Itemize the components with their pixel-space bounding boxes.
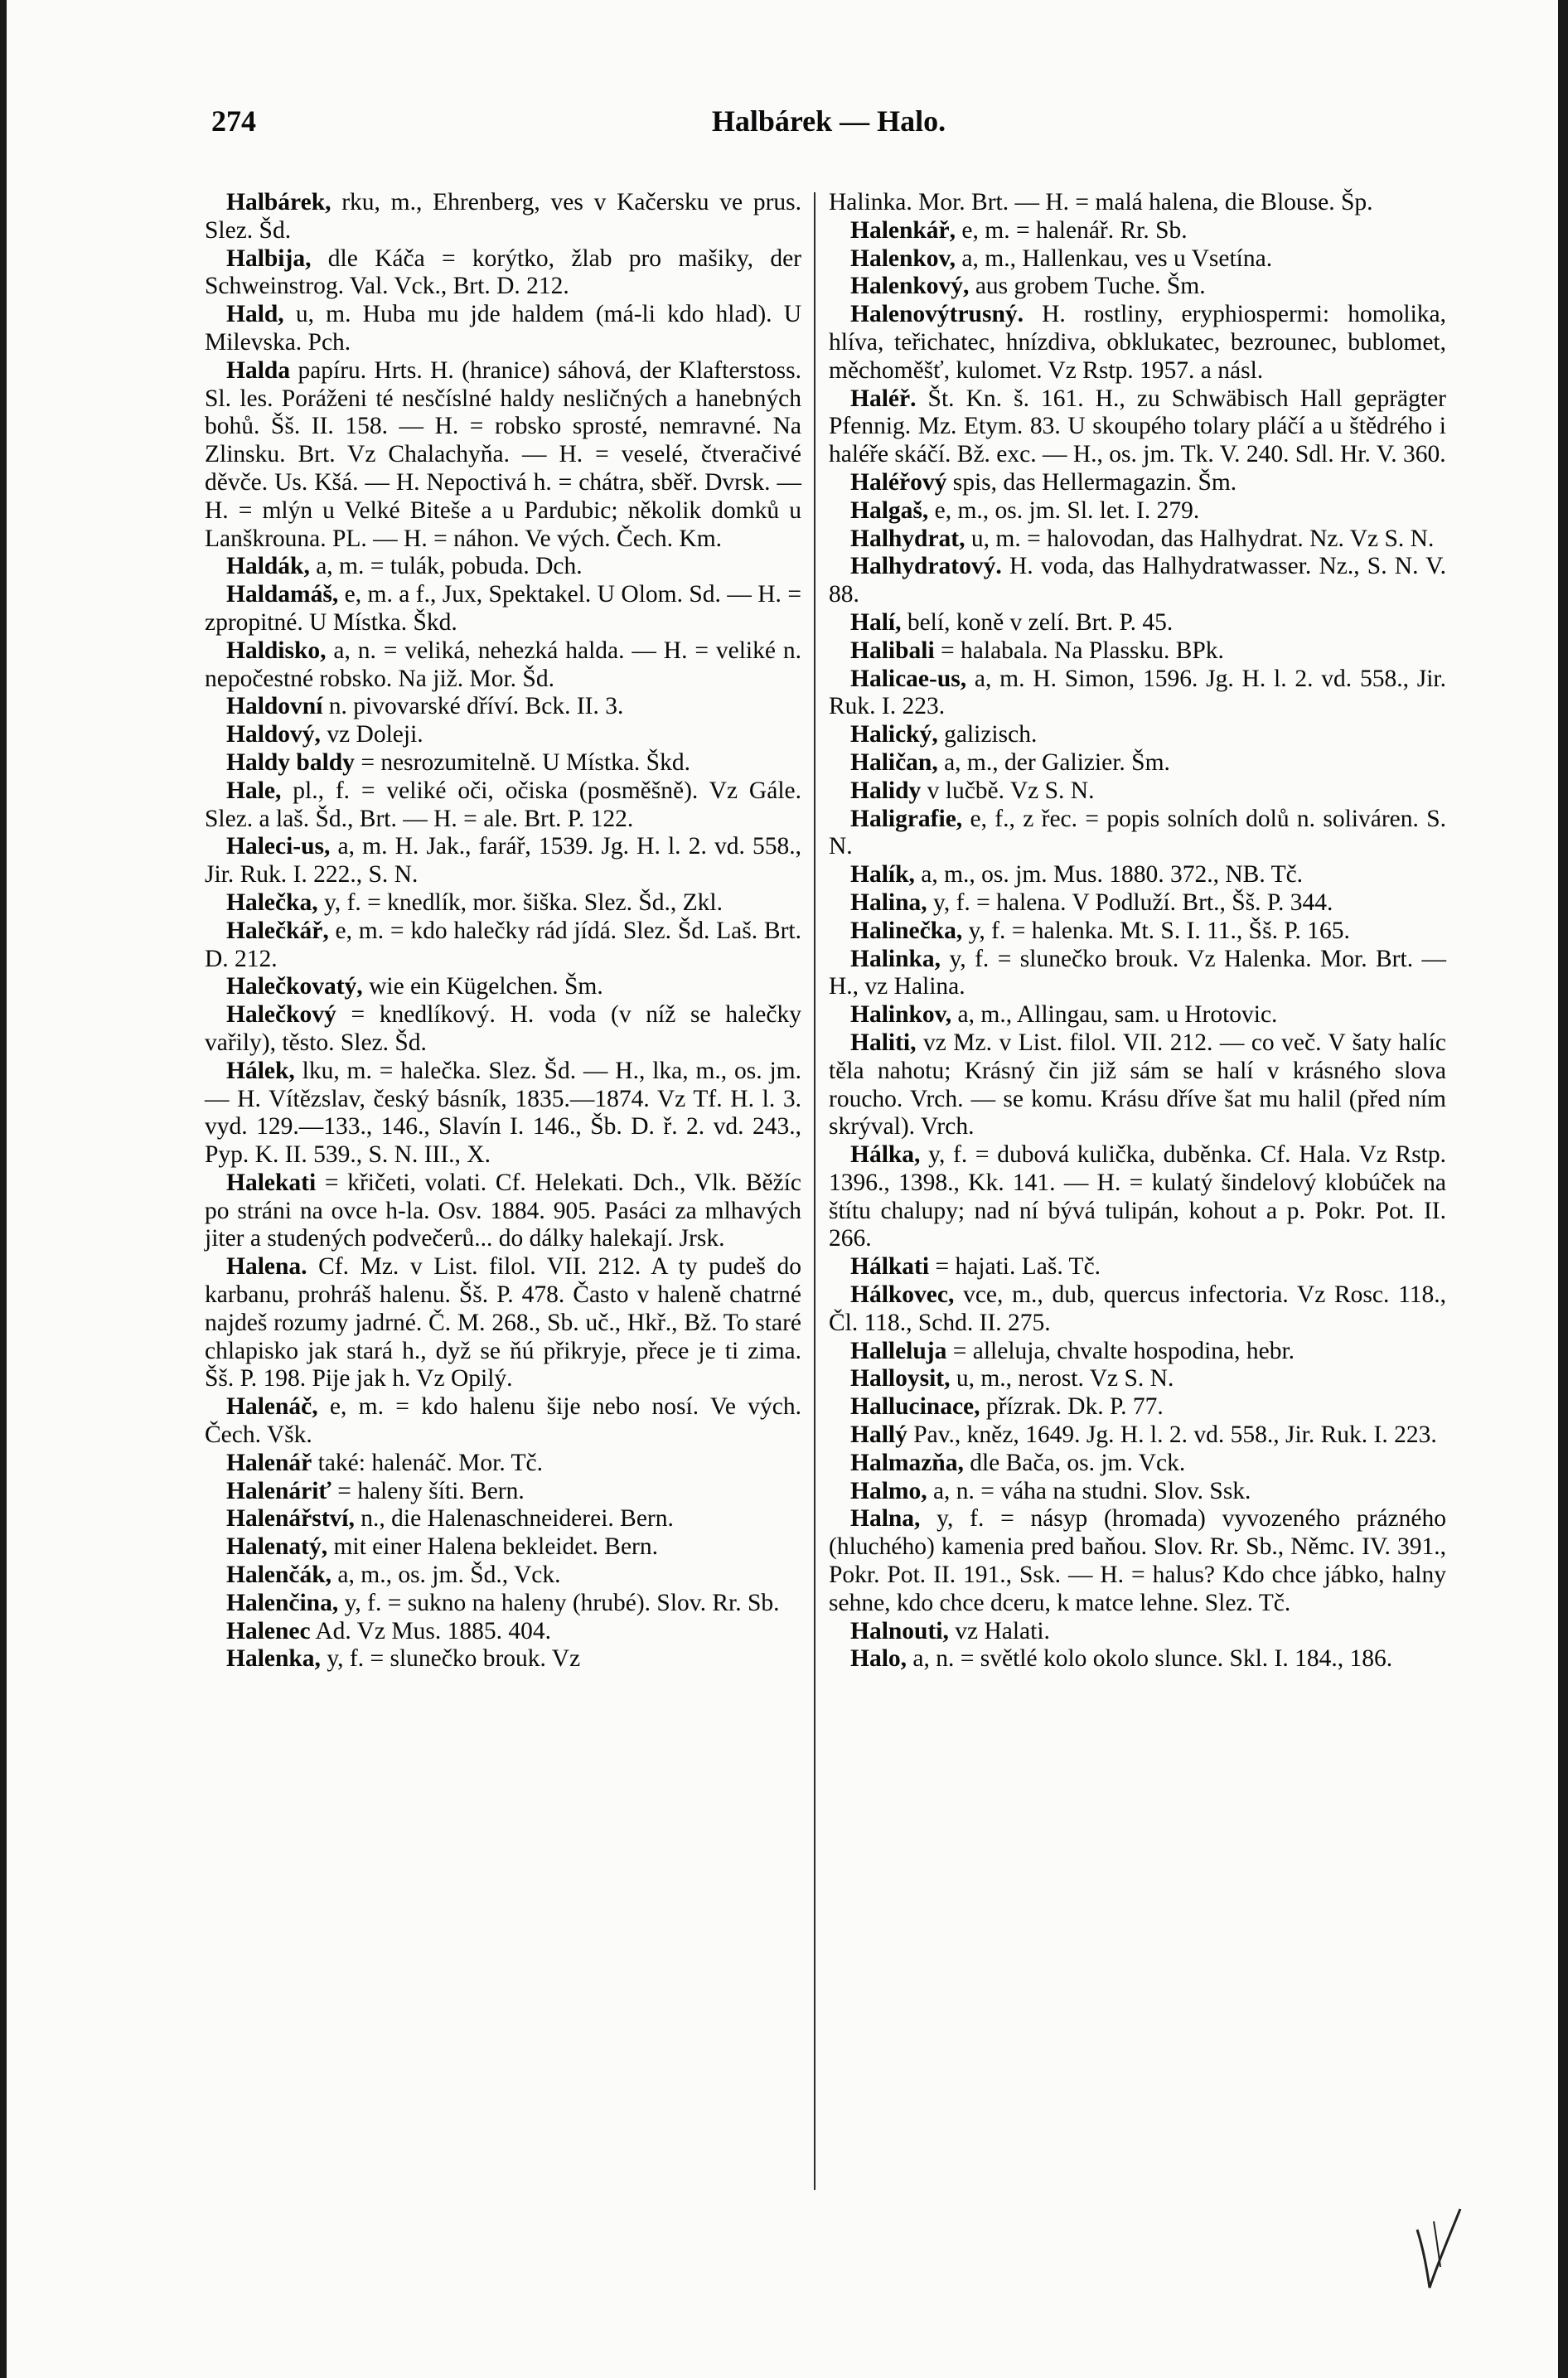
entry-headword: Halna,: [850, 1505, 921, 1533]
dictionary-entry: [829, 1421, 1446, 1450]
entry-definition: a, m., Allingau, sam. u Hrotovic.: [951, 1001, 1278, 1029]
dictionary-entry: [829, 889, 1446, 918]
entry-definition: = nesrozumitelně. U Místka. Škd.: [354, 748, 690, 776]
entry-definition: e, m. = halenář. Rr. Sb.: [956, 216, 1188, 244]
entry-headword: Halinečka,: [850, 917, 963, 944]
entry-headword: Halbárek,: [226, 189, 332, 216]
dictionary-entry: [205, 1478, 801, 1506]
entry-definition: n. pivovarské dříví. Bck. II. 3.: [322, 693, 624, 720]
entry-headword: Hálkati: [850, 1253, 930, 1281]
entry-definition: y, f. = sukno na haleny (hrubé). Slov. Rr. Sb.: [338, 1589, 780, 1616]
dictionary-entry: [205, 918, 801, 974]
entry-definition: přízrak. Dk. P. 77.: [980, 1393, 1164, 1421]
dictionary-entry: [829, 245, 1446, 274]
entry-headword: Halnouti,: [850, 1617, 949, 1644]
entry-definition: Cf. Mz. v List. filol. VII. 212. A ty pudeš do karbanu, prohráš halenu. Šš. P. 478. Často v haleně chatrné najdeš rozumy jadrné. Č. M. 268., Sb. uč., Hkř., Bž. To staré chlapisko jak stará h., dyž se ňú přikryje, přece je ti zima. Šš. P. 198. Pije jak h. Vz Opilý.: [205, 1253, 801, 1392]
dictionary-entry: [205, 1393, 801, 1450]
dictionary-entry: [205, 1533, 801, 1562]
dictionary-entry: [205, 721, 801, 749]
entry-headword: Halický,: [850, 721, 938, 748]
dictionary-entry: [205, 301, 801, 357]
entry-definition: Halinka. Mor. Brt. — H. = malá halena, die Blouse. Šp.: [829, 189, 1373, 216]
entry-definition: aus grobem Tuche. Šm.: [969, 273, 1206, 300]
entry-definition: a, m., os. jm. Mus. 1880. 372., NB. Tč.: [914, 861, 1304, 889]
entry-headword: Halinkov,: [850, 1001, 952, 1029]
dictionary-entry: [829, 946, 1446, 1002]
entry-headword: Halenec: [226, 1617, 311, 1644]
dictionary-entry: [829, 273, 1446, 301]
dictionary-entry: [829, 609, 1446, 637]
entry-headword: Halenář: [226, 1449, 312, 1476]
dictionary-entry: [829, 666, 1446, 722]
entry-headword: Halina,: [850, 889, 927, 916]
entry-definition: Št. Kn. š. 161. H., zu Schwäbisch Hall geprägter Pfennig. Mz. Etym. 83. U skoupého tolary pláčí a u štědrého i haléře skáčí. Bž. exc. — H., os. jm. Tk. V. 240. Sdl. Hr. V. 360.: [829, 385, 1446, 468]
entry-headword: Haldový,: [226, 721, 321, 748]
entry-definition: dle Bača, os. jm. Vck.: [963, 1449, 1186, 1476]
entry-headword: Halekati: [226, 1169, 317, 1196]
dictionary-entry: [205, 245, 801, 302]
entry-definition: pl., f. = veliké oči, očiska (posměšně). Vz Gále. Slez. a laš. Šd., Brt. — H. = ale. Brt. P. 122.: [205, 777, 801, 832]
dictionary-entry: [829, 469, 1446, 497]
entry-headword: Haligrafie,: [850, 805, 963, 832]
entry-headword: Halenčák,: [226, 1562, 332, 1589]
entry-headword: Halloysit,: [850, 1365, 951, 1392]
entry-headword: Halibali: [850, 637, 935, 664]
entry-definition: = halabala. Na Plassku. BPk.: [934, 637, 1224, 664]
entry-definition: vz Mz. v List. filol. VII. 212. — co več. V šaty halíc těla nahotu; Krásný čin již sám se halí v krásného slova roucho. Vrch. — se komu. Krásu dříve šat mu halil (před ním skrýval). Vrch.: [829, 1029, 1446, 1141]
entry-headword: Halík,: [850, 861, 915, 889]
dictionary-entry: [205, 1505, 801, 1533]
dictionary-entry: [829, 1393, 1446, 1421]
entry-definition: e, m. = kdo halečky rád jídá. Slez. Šd. Laš. Brt. D. 212.: [205, 917, 801, 972]
dictionary-entry: [205, 1590, 801, 1618]
dictionary-entry: [829, 189, 1446, 217]
entry-headword: Halenka,: [226, 1645, 321, 1673]
entry-definition: belí, koně v zelí. Brt. P. 45.: [901, 608, 1174, 636]
entry-definition: H. rostliny, eryphiospermi: homolika, hlíva, teřichatec, hnízdiva, obklukatec, bezrounec, bublomet, měchoměšť, kulomet. Vz Rstp. 1957. a násl.: [829, 301, 1446, 384]
dictionary-entry: [829, 1478, 1446, 1506]
entry-headword: Haléřový: [850, 468, 947, 496]
dictionary-entry: [829, 1338, 1446, 1366]
entry-definition: u, m. Huba mu jde haldem (má-li kdo hlad). U Milevska. Pch.: [205, 301, 801, 356]
entry-headword: Hálka,: [850, 1141, 921, 1169]
entry-headword: Haldy baldy: [226, 748, 355, 776]
dictionary-entry: [205, 1645, 801, 1673]
entry-definition: dle Káča = korýtko, žlab pro mašiky, der Schweinstrog. Val. Vck., Brt. D. 212.: [205, 245, 801, 300]
entry-headword: Hale,: [226, 777, 282, 804]
dictionary-entry: [205, 581, 801, 637]
dictionary-entry: [829, 861, 1446, 889]
entry-definition: a, m. H. Jak., farář, 1539. Jg. H. l. 2. vd. 558., Jir. Ruk. I. 222., S. N.: [205, 833, 801, 889]
dictionary-entry: [829, 1645, 1446, 1673]
entry-headword: Halí,: [850, 608, 902, 636]
entry-headword: Halenčina,: [226, 1589, 339, 1616]
entry-definition: H. voda, das Halhydratwasser. Nz., S. N. V. 88.: [829, 553, 1446, 608]
entry-headword: Halečkovatý,: [226, 973, 363, 1000]
entry-headword: Halo,: [850, 1645, 907, 1673]
dictionary-entry: [829, 1029, 1446, 1141]
entry-headword: Hallucinace,: [850, 1393, 980, 1421]
dictionary-entry: [829, 777, 1446, 806]
entry-definition: galizisch.: [937, 721, 1038, 748]
entry-definition: u, m., nerost. Vz S. N.: [950, 1365, 1174, 1392]
entry-definition: n., die Halenaschneiderei. Bern.: [354, 1505, 674, 1533]
entry-definition: a, m., der Galizier. Šm.: [937, 748, 1170, 776]
entry-definition: také: halenáč. Mor. Tč.: [312, 1449, 544, 1476]
entry-definition: vz Doleji.: [320, 721, 423, 748]
entry-headword: Halinka,: [850, 945, 941, 972]
entry-definition: a, m., Hallenkau, ves u Vsetína.: [956, 245, 1273, 272]
entry-headword: Halenáriť: [226, 1477, 332, 1504]
entry-headword: Halmo,: [850, 1477, 927, 1504]
dictionary-entry: [829, 497, 1446, 525]
entry-definition: y, f. = halenka. Mt. S. I. 11., Šš. P. 165.: [962, 917, 1350, 944]
entry-definition: a, m., os. jm. Šd., Vck.: [332, 1562, 561, 1589]
entry-headword: Hálkovec,: [850, 1281, 955, 1309]
entry-headword: Halidy: [850, 777, 922, 804]
entry-headword: Hald,: [226, 301, 284, 328]
dictionary-entry: [829, 553, 1446, 609]
dictionary-entry: [205, 357, 801, 554]
entry-definition: = haleny šíti. Bern.: [331, 1477, 525, 1504]
page-number: 274: [211, 104, 256, 138]
dictionary-entry: [205, 1253, 801, 1393]
entry-definition: e, m., os. jm. Sl. let. I. 279.: [928, 496, 1200, 524]
dictionary-entry: [205, 1058, 801, 1170]
dictionary-entry: [205, 1450, 801, 1478]
entry-definition: e, f., z řec. = popis solních dolů n. soliváren. S. N.: [829, 805, 1446, 860]
entry-headword: Halenkový,: [850, 273, 970, 300]
dictionary-entry: [205, 833, 801, 889]
entry-definition: = hajati. Laš. Tč.: [929, 1253, 1101, 1281]
entry-definition: Pav., kněz, 1649. Jg. H. l. 2. vd. 558., Jir. Ruk. I. 223.: [907, 1421, 1437, 1449]
entry-definition: vce, m., dub, quercus infectoria. Vz Rosc. 118., Čl. 118., Schd. II. 275.: [829, 1281, 1446, 1336]
entry-definition: a, n. = světlé kolo okolo slunce. Skl. I. 184., 186.: [907, 1645, 1393, 1673]
dictionary-entry: [829, 1281, 1446, 1338]
dictionary-entry: [829, 1505, 1446, 1617]
entry-headword: Haličan,: [850, 748, 938, 776]
dictionary-entry: [205, 1001, 801, 1058]
entry-headword: Halhydratový.: [850, 553, 1002, 580]
dictionary-entry: [829, 1450, 1446, 1478]
entry-headword: Halečka,: [226, 889, 318, 916]
entry-headword: Halbija,: [226, 245, 312, 272]
scan-edge-right: [1558, 0, 1568, 2378]
entry-headword: Halgaš,: [850, 496, 929, 524]
entry-definition: a, m. = tulák, pobuda. Dch.: [309, 553, 583, 580]
scan-edge-left: [0, 0, 7, 2378]
dictionary-entry: [205, 1562, 801, 1590]
entry-definition: v lučbě. Vz S. N.: [921, 777, 1095, 804]
entry-definition: y, f. = dubová kulička, duběnka. Cf. Hala. Vz Rstp. 1396., 1398., Kk. 141. — H. = kulatý šindelový klobúček na štítu chalupy; nad ní bývá tulipán, kohout a p. Pokr. Pot. II. 266.: [829, 1141, 1446, 1252]
dictionary-entry: [829, 301, 1446, 385]
dictionary-entry: [829, 918, 1446, 946]
dictionary-entry: [205, 693, 801, 721]
entry-headword: Haldamáš,: [226, 581, 339, 608]
entry-headword: Halleluja: [850, 1337, 947, 1364]
entry-headword: Haldovní: [226, 693, 323, 720]
dictionary-entry: [205, 553, 801, 581]
entry-headword: Haldisko,: [226, 637, 327, 664]
column-divider: [814, 192, 815, 2190]
dictionary-entry: [829, 637, 1446, 666]
entry-definition: e, m. a f., Jux, Spektakel. U Olom. Sd. — H. = zpropitné. U Místka. Škd.: [205, 581, 801, 636]
entry-definition: u, m. = halovodan, das Halhydrat. Nz. Vz S. N.: [965, 525, 1435, 552]
entry-definition: y, f. = slunečko brouk. Vz Halenka. Mor. Brt. — H., vz Halina.: [829, 945, 1446, 1000]
entry-definition: lku, m. = halečka. Slez. Šd. — H., lka, m., os. jm. — H. Vítězslav, český básník, 1835.—1874. Vz Tf. H. l. 3. vyd. 129.—133., 146., Slavín I. 146., Šb. D. ř. 2. vd. 243., Pyp. K. II. 539., S. N. III., X.: [205, 1057, 801, 1169]
entry-definition: wie ein Kügelchen. Šm.: [362, 973, 603, 1000]
entry-headword: Halenatý,: [226, 1533, 328, 1561]
page-header: [211, 104, 1405, 153]
entry-definition: a, n. = veliká, nehezká halda. — H. = veliké n. nepočestné robsko. Na již. Mor. Šd.: [205, 637, 801, 692]
entry-definition: = křičeti, volati. Cf. Helekati. Dch., Vlk. Běžíc po stráni na ovce h-la. Osv. 1884. 905. Pasáci za mlhavých jiter a studených podvečerů... do dálky halekají. Jrsk.: [205, 1169, 801, 1252]
entry-definition: mit einer Halena bekleidet. Bern.: [327, 1533, 659, 1561]
entry-headword: Haldák,: [226, 553, 310, 580]
entry-headword: Halmazňa,: [850, 1449, 964, 1476]
dictionary-entry: [829, 721, 1446, 749]
entry-headword: Haléř.: [850, 385, 917, 412]
running-head: Halbárek — Halo.: [711, 104, 946, 138]
dictionary-entry: [205, 749, 801, 777]
handwritten-mark-icon: [1409, 2205, 1467, 2296]
entry-definition: y, f. = halena. V Podluží. Brt., Šš. P. 344.: [927, 889, 1333, 916]
entry-headword: Halhydrat,: [850, 525, 965, 552]
dictionary-entry: [829, 749, 1446, 777]
entry-definition: a, n. = váha na studni. Slov. Ssk.: [927, 1477, 1251, 1504]
entry-definition: = knedlíkový. H. voda (v níž se halečky vařily), těsto. Slez. Šd.: [205, 1001, 801, 1056]
dictionary-entry: [205, 637, 801, 694]
entry-definition: Ad. Vz Mus. 1885. 404.: [310, 1617, 551, 1644]
entry-headword: Hálek,: [226, 1057, 295, 1084]
dictionary-entry: [829, 1001, 1446, 1029]
entry-headword: Halenkov,: [850, 245, 956, 272]
dictionary-entry: [205, 189, 801, 245]
dictionary-entry: [829, 385, 1446, 469]
dictionary-entry: [829, 1365, 1446, 1393]
entry-headword: Haliti,: [850, 1029, 917, 1056]
dictionary-entry: [829, 806, 1446, 862]
entry-headword: Haleci-us,: [226, 833, 331, 860]
entry-definition: y, f. = knedlík, mor. šiška. Slez. Šd., Zkl.: [317, 889, 723, 916]
entry-headword: Halečkový: [226, 1001, 336, 1029]
left-column: [205, 189, 801, 2211]
right-column: [829, 189, 1446, 2211]
dictionary-entry: [829, 525, 1446, 554]
dictionary-entry: [829, 217, 1446, 245]
entry-headword: Halenkář,: [850, 216, 956, 244]
entry-headword: Halenovýtrusný.: [850, 301, 1024, 328]
entry-headword: Hallý: [850, 1421, 907, 1449]
entry-definition: rku, m., Ehrenberg, ves v Kačersku ve prus. Slez. Šd.: [205, 189, 801, 244]
dictionary-entry: [829, 1141, 1446, 1253]
dictionary-entry: [205, 777, 801, 834]
dictionary-entry: [829, 1253, 1446, 1281]
dictionary-entry: [205, 973, 801, 1001]
entry-headword: Halda: [226, 356, 291, 384]
dictionary-entry: [205, 1618, 801, 1646]
entry-definition: = alleluja, chvalte hospodina, hebr.: [946, 1337, 1295, 1364]
dictionary-entry: [205, 889, 801, 918]
entry-headword: Halicae-us,: [850, 665, 967, 692]
entry-definition: spis, das Hellermagazin. Šm.: [946, 468, 1237, 496]
entry-headword: Halečkář,: [226, 917, 329, 944]
entry-definition: y, f. = násyp (hromada) vyvozeného prázného (hluchého) kamenia pred baňou. Slov. Rr. Sb., Němc. IV. 391., Pokr. Pot. II. 191., Ssk. — H. = halus? Kdo chce jábko, halny sehne, kdo chce dceru, k matce lehne. Slez. Tč.: [829, 1505, 1446, 1616]
entry-definition: y, f. = slunečko brouk. Vz: [320, 1645, 581, 1673]
entry-headword: Halenářství,: [226, 1505, 355, 1533]
entry-definition: vz Halati.: [948, 1617, 1050, 1644]
entry-definition: e, m. = kdo halenu šije nebo nosí. Ve vých. Čech. Všk.: [205, 1393, 801, 1449]
entry-definition: a, m. H. Simon, 1596. Jg. H. l. 2. vd. 558., Jir. Ruk. I. 223.: [829, 665, 1446, 720]
entry-headword: Halena.: [226, 1253, 307, 1281]
dictionary-entry: [829, 1618, 1446, 1646]
entry-definition: papíru. Hrts. H. (hranice) sáhová, der Klafterstoss. Sl. les. Poráženi té nesčíslné haldy nesličných a hanebných bohů. Šš. II. 158. — H. = robsko sprosté, nemravné. Na Zlinsku. Brt. Vz Chalachyňa. — H. = veselé, čtveračivé děvče. Us. Kšá. — H. Nepoctivá h. = chátra, sběř. Dvrsk. — H. = mlýn u Velké Biteše a u Pardubic; několik domků u Lanškrouna. PL. — H. = náhon. Ve vých. Čech. Km.: [205, 356, 801, 552]
entry-headword: Halenáč,: [226, 1393, 318, 1421]
dictionary-entry: [205, 1170, 801, 1253]
